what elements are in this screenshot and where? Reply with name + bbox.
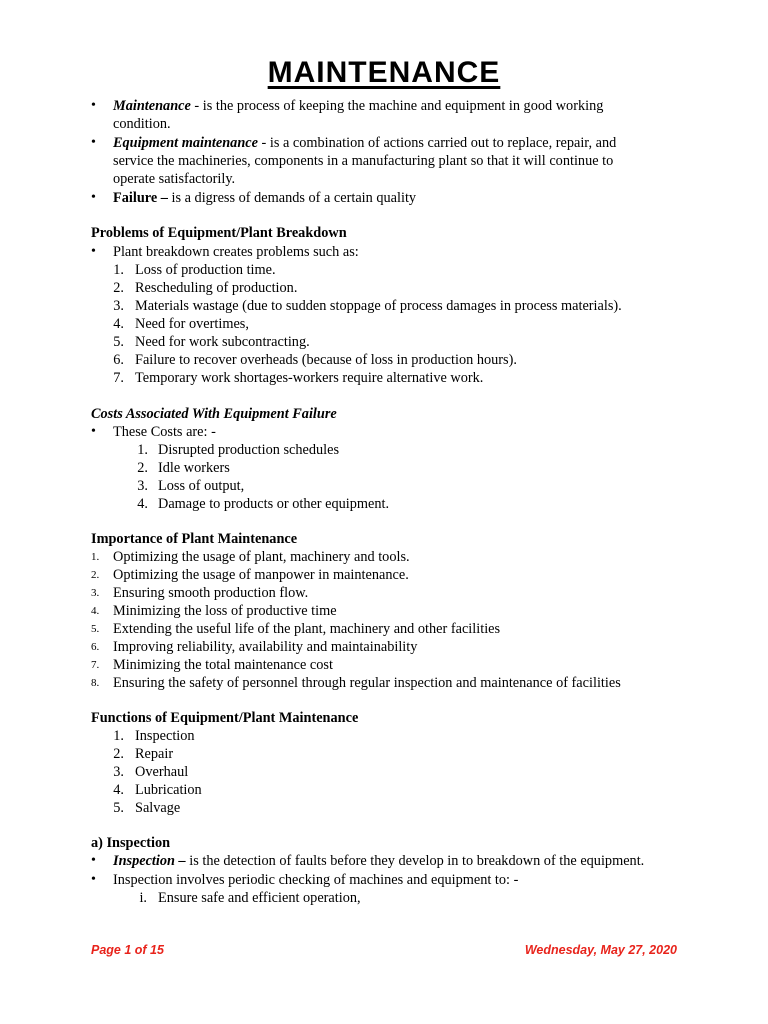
section-heading-problems: Problems of Equipment/Plant Breakdown — [91, 225, 347, 241]
list-item: Ensuring the safety of personnel through regular inspection and maintenance of facilities — [113, 675, 621, 691]
bullet: • — [91, 853, 96, 868]
list-item: Improving reliability, availability and maintainability — [113, 639, 418, 655]
bullet: • — [91, 135, 96, 150]
list-item: Need for overtimes, — [135, 316, 249, 332]
list-item: Overhaul — [135, 764, 189, 780]
list-item: Salvage — [135, 800, 181, 816]
list-item: Idle workers — [158, 460, 230, 476]
list-number: 8. — [91, 677, 100, 689]
footer-date: Wednesday, May 27, 2020 — [524, 943, 677, 957]
list-item: Need for work subcontracting. — [135, 334, 310, 350]
definition-maintenance: Maintenance - is the process of keeping the machine and equipment in good working — [113, 98, 604, 114]
list-item: Rescheduling of production. — [135, 280, 298, 296]
definition-failure: Failure – is a digress of demands of a certain quality — [113, 190, 417, 206]
list-numeral: i. — [139, 890, 147, 906]
list-item: Optimizing the usage of manpower in maintenance. — [113, 567, 409, 583]
list-number: 5. — [113, 334, 124, 350]
list-number: 4. — [113, 782, 124, 798]
list-number: 4. — [113, 316, 124, 332]
list-item: Temporary work shortages-workers require alternative work. — [135, 370, 484, 386]
bullet: • — [91, 872, 96, 887]
inspection-line: Inspection involves periodic checking of machines and equipment to: - — [113, 872, 519, 888]
definition-maintenance-cont: condition. — [113, 116, 171, 132]
list-number: 3. — [113, 764, 124, 780]
inspection-definition: Inspection – is the detection of faults before they develop in to breakdown of the equipment. — [113, 853, 645, 869]
section-heading-costs: Costs Associated With Equipment Failure — [91, 406, 337, 422]
list-item: Repair — [135, 746, 174, 762]
section-heading-functions: Functions of Equipment/Plant Maintenance — [91, 710, 359, 726]
list-number: 2. — [113, 280, 124, 296]
list-item: Optimizing the usage of plant, machinery and tools. — [113, 549, 410, 565]
definition-equipment-maintenance: Equipment maintenance - is a combination of actions carried out to replace, repair, and — [113, 135, 617, 151]
bullet: • — [91, 190, 96, 205]
list-number: 5. — [91, 623, 100, 635]
list-item: Minimizing the loss of productive time — [113, 603, 337, 619]
list-number: 7. — [113, 370, 124, 386]
list-number: 3. — [113, 298, 124, 314]
list-number: 6. — [113, 352, 124, 368]
list-item: Damage to products or other equipment. — [158, 496, 390, 512]
list-number: 3. — [91, 587, 100, 599]
list-item: Extending the useful life of the plant, machinery and other facilities — [113, 621, 501, 637]
list-item: Ensuring smooth production flow. — [113, 585, 309, 601]
section-heading-importance: Importance of Plant Maintenance — [91, 531, 298, 547]
list-item: Lubrication — [135, 782, 202, 798]
page-number: Page 1 of 15 — [91, 943, 164, 957]
list-item: Loss of output, — [158, 478, 245, 494]
list-number: 4. — [91, 605, 100, 617]
list-number: 2. — [113, 746, 124, 762]
list-item: Inspection — [135, 728, 195, 744]
problems-intro: Plant breakdown creates problems such as: — [113, 244, 359, 260]
list-number: 5. — [113, 800, 124, 816]
list-item: Failure to recover overheads (because of loss in production hours). — [135, 352, 517, 368]
list-number: 3. — [137, 478, 148, 494]
list-item: Disrupted production schedules — [158, 442, 340, 458]
list-item: Ensure safe and efficient operation, — [158, 890, 361, 906]
definition-equipment-maintenance-cont: service the machineries, components in a manufacturing plant so that it will continue to — [113, 153, 614, 169]
section-heading-inspection: a) Inspection — [91, 835, 171, 851]
definition-equipment-maintenance-cont: operate satisfactorily. — [113, 171, 236, 187]
list-number: 1. — [113, 262, 124, 278]
list-number: 1. — [91, 551, 100, 563]
list-number: 2. — [137, 460, 148, 476]
bullet: • — [91, 244, 96, 259]
list-number: 1. — [137, 442, 148, 458]
list-item: Loss of production time. — [135, 262, 276, 278]
list-number: 7. — [91, 659, 100, 671]
list-item: Materials wastage (due to sudden stoppage of process damages in process materials). — [135, 298, 622, 314]
costs-intro: These Costs are: - — [113, 424, 216, 440]
list-number: 1. — [113, 728, 124, 744]
bullet: • — [91, 98, 96, 113]
list-number: 6. — [91, 641, 100, 653]
bullet: • — [91, 424, 96, 439]
page-title: MAINTENANCE — [267, 56, 501, 89]
list-number: 2. — [91, 569, 100, 581]
list-number: 4. — [137, 496, 148, 512]
list-item: Minimizing the total maintenance cost — [113, 657, 333, 673]
